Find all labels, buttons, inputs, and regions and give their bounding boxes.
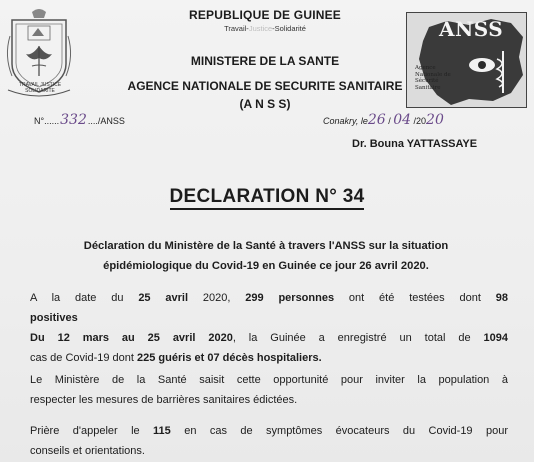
agency-heading: AGENCE NATIONALE DE SECURITE SANITAIRE [127, 79, 403, 93]
anss-logo-title: ANSS [439, 17, 504, 41]
agency-acronym: (A N S S) [239, 97, 291, 111]
cases-paragraph: Du 12 mars au 25 avril 2020, la Guinée a enregistré un total de 1094 cas de Covid-19 dont 225 guéris et 07 décès hospitaliers. [30, 332, 508, 364]
hotline-paragraph: Prière d'appeler le 115 en cas de symptômes évocateurs du Covid-19 pour conseils et orientations. [30, 425, 508, 457]
signer-name: Dr. Bouna YATTASSAYE [352, 138, 478, 150]
ministry-heading: MINISTERE DE LA SANTE [190, 54, 340, 68]
tests-paragraph: A la date du 25 avril 2020, 299 personnes ont été testées dont 98 positives [30, 292, 508, 324]
declaration-title: DECLARATION N° 34 [0, 186, 534, 208]
handwritten-month: 04 [393, 112, 412, 128]
handwritten-day: 26 [367, 112, 386, 128]
national-motto: Travail-Justice-Solidarité [224, 24, 306, 33]
emblem-motto: TRAVAIL JUSTICE SOLIDARITE [18, 82, 62, 94]
anss-logo-subtitle: Agence Nationale de Sécurité Sanitaire [415, 65, 451, 91]
country-heading: REPUBLIQUE DE GUINEE [188, 8, 342, 22]
prevention-paragraph: Le Ministère de la Santé saisit cette opportunité pour inviter la population à respecter les mesures de barrières sanitaires édictées. [30, 374, 508, 406]
anss-logo [406, 12, 527, 108]
handwritten-year: 20 [426, 112, 444, 128]
intro-paragraph: Déclaration du Ministère de la Santé à travers l'ANSS sur la situation épidémiologique du Covid-19 en Guinée ce jour 26 avril 2020. [83, 240, 449, 272]
handwritten-reference-number: 332 [60, 112, 87, 128]
document-date: Conakry, le26 / 04 /2020 [323, 112, 444, 128]
coat-of-arms-emblem [2, 6, 76, 104]
reference-number: N°......332..../ANSS [34, 112, 125, 128]
